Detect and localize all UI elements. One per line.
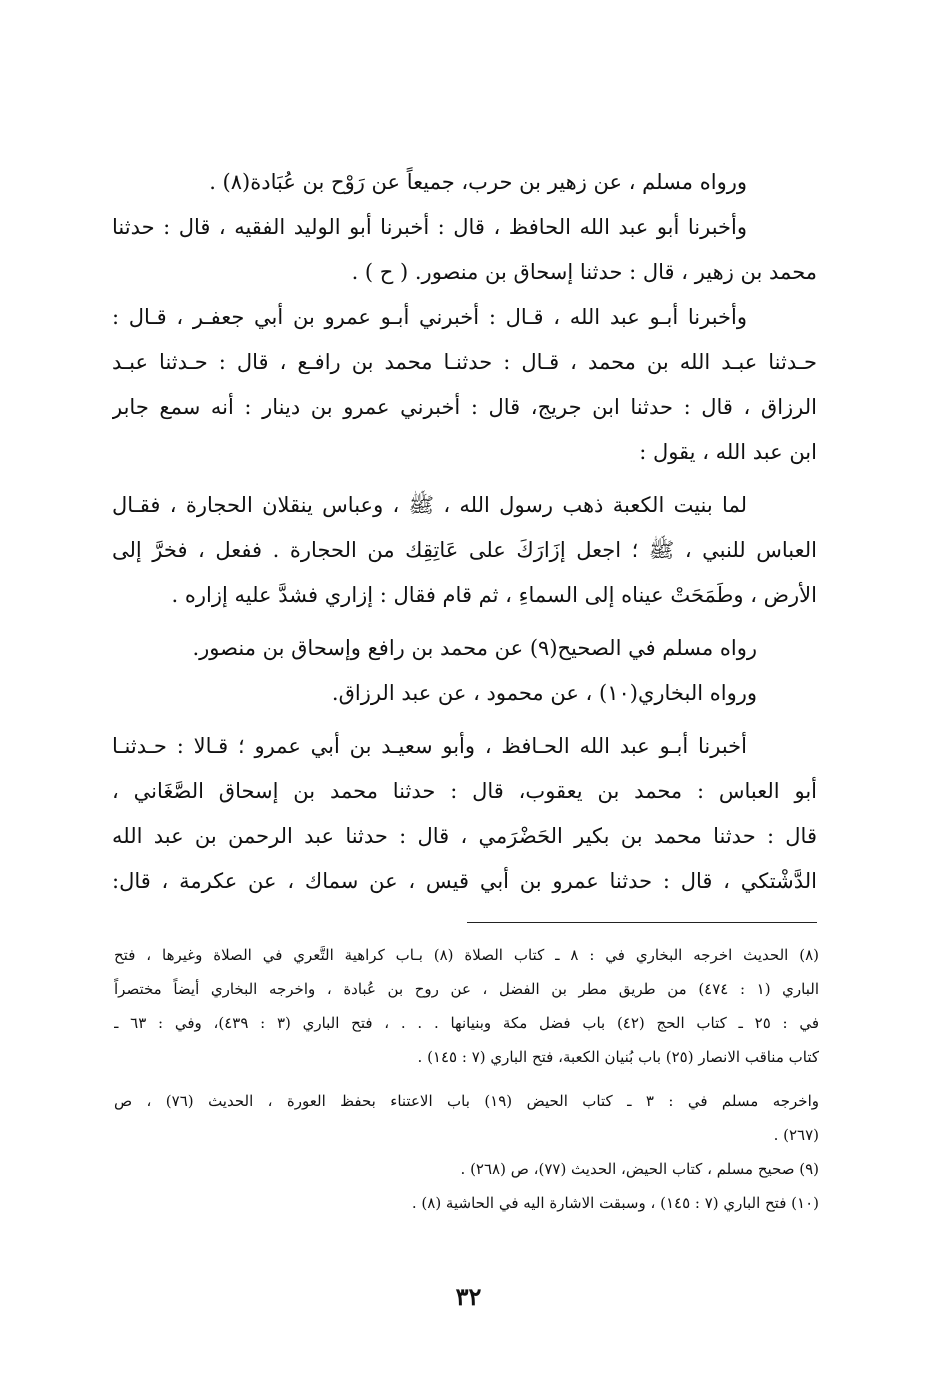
footnote-line: (٢٦٧) . [773,1126,819,1144]
footnote-line: في : ٢٥ ـ كتاب الحج (٤٢) باب فضل مكة وبنيانها . . . ، فتح الباري (٣ : ٤٣٩)، وفي : ٦٣ ـ [114,1014,819,1032]
paragraph-isnad-2 [112,295,817,475]
footnote-line: (٨) الحديث اخرجه البخاري في : ٨ ـ كتاب الصلاة (٨) بـاب كراهية التَّعري في الصلاة وغيرها ، فتح [114,946,819,964]
paragraph-hadith-matn [112,483,817,618]
text-line: العباس للنبي ، ﷺ ؛ اجعل إزَارَكَ على عَاتِقِك من الحجارة . ففعل ، فخرَّ إلى [112,538,817,562]
text-line: الرزاق ، قال : حدثنا ابن جريج، قال : أخبرني عمرو بن دينار : أنه سمع جابر [112,395,817,419]
footnote-line: الباري (١ : ٤٧٤) من طريق مطر بن الفضل ، عن روح بن عُبادة ، واخرجه البخاري أيضاً مختصراً [114,980,819,998]
footnote-8 [114,938,819,1074]
footnote-line: كتاب مناقب الانصار (٢٥) باب بُنيان الكعبة، فتح الباري (٧ : ١٤٥) . [417,1048,819,1066]
footnote-10 [114,1186,819,1220]
footnote-9 [114,1152,819,1186]
text-line: قال : حدثنا محمد بن بكير الحَضْرَمي ، قال : حدثنا عبد الرحمن بن عبد الله [112,824,817,848]
text-line: لما بنيت الكعبة ذهب رسول الله ، ﷺ ، وعباس ينقلان الحجارة ، فقـال [112,493,747,517]
text-line: رواه مسلم في الصحيح(٩) عن محمد بن رافع وإسحاق بن منصور. [192,636,757,660]
text-line: محمد بن زهير ، قال : حدثنا إسحاق بن منصور. ( ح ) . [351,260,817,284]
text-line: حـدثنا عبـد الله بن محمد ، قـال : حدثنـا محمد بن رافـع ، قال : حـدثنا عبـد [112,350,817,374]
text-line: ورواه مسلم ، عن زهير بن حرب، جميعاً عن رَوْح بن عُبَادة(٨) . [209,170,747,194]
paragraph-isnad-1 [112,205,817,295]
text-line: وأخبرنا أبو عبد الله الحافظ ، قال : أخبرنا أبو الوليد الفقيه ، قال : حدثنا [112,215,747,239]
footnote-separator [467,922,817,923]
footnote-line: (٩) صحيح مسلم ، كتاب الحيض، الحديث (٧٧)، ص (٢٦٨) . [460,1160,819,1178]
text-line: وأخبرنا أبـو عبد الله ، قـال : أخبرني أبـو عمرو بن أبي جعفـر ، قـال : [112,305,747,329]
footnotes [114,938,819,1220]
text-line: الأرض ، وطَمَحَتْ عيناه إلى السماءِ ، ثم قام فقال : إزاري فشدَّ عليه إزاره . [171,583,817,607]
text-line: ورواه البخاري(١٠) ، عن محمود ، عن عبد الرزاق. [331,681,757,705]
text-line: الدَّشْتكي ، قال : حدثنا عمرو بن أبي قيس ، عن سماك ، عن عكرمة ، قال: [112,869,817,893]
footnote-line: (١٠) فتح الباري (٧ : ١٤٥) ، وسبقت الاشارة اليه في الحاشية (٨) . [411,1194,819,1212]
footnote-line: واخرجه مسلم في : ٣ ـ كتاب الحيض (١٩) باب الاعتناء بحفظ العورة ، الحديث (٧٦) ، ص [114,1092,819,1110]
paragraph-riwaya-muslim [112,160,817,205]
paragraph-takhrij [112,626,817,716]
text-line: ابن عبد الله ، يقول : [639,440,817,464]
paragraph-isnad-3 [112,724,817,904]
text-line: أبو العباس : محمد بن يعقوب، قال : حدثنا محمد بن إسحاق الصَّغَاني ، [112,779,817,803]
main-text [112,160,817,904]
text-line: أخبرنا أبـو عبد الله الحـافظ ، وأبو سعيـد بن أبي عمرو ؛ قـالا : حـدثنـا [112,734,747,758]
footnote-8-continued [114,1084,819,1152]
page-number: ٣٢ [455,1282,482,1311]
